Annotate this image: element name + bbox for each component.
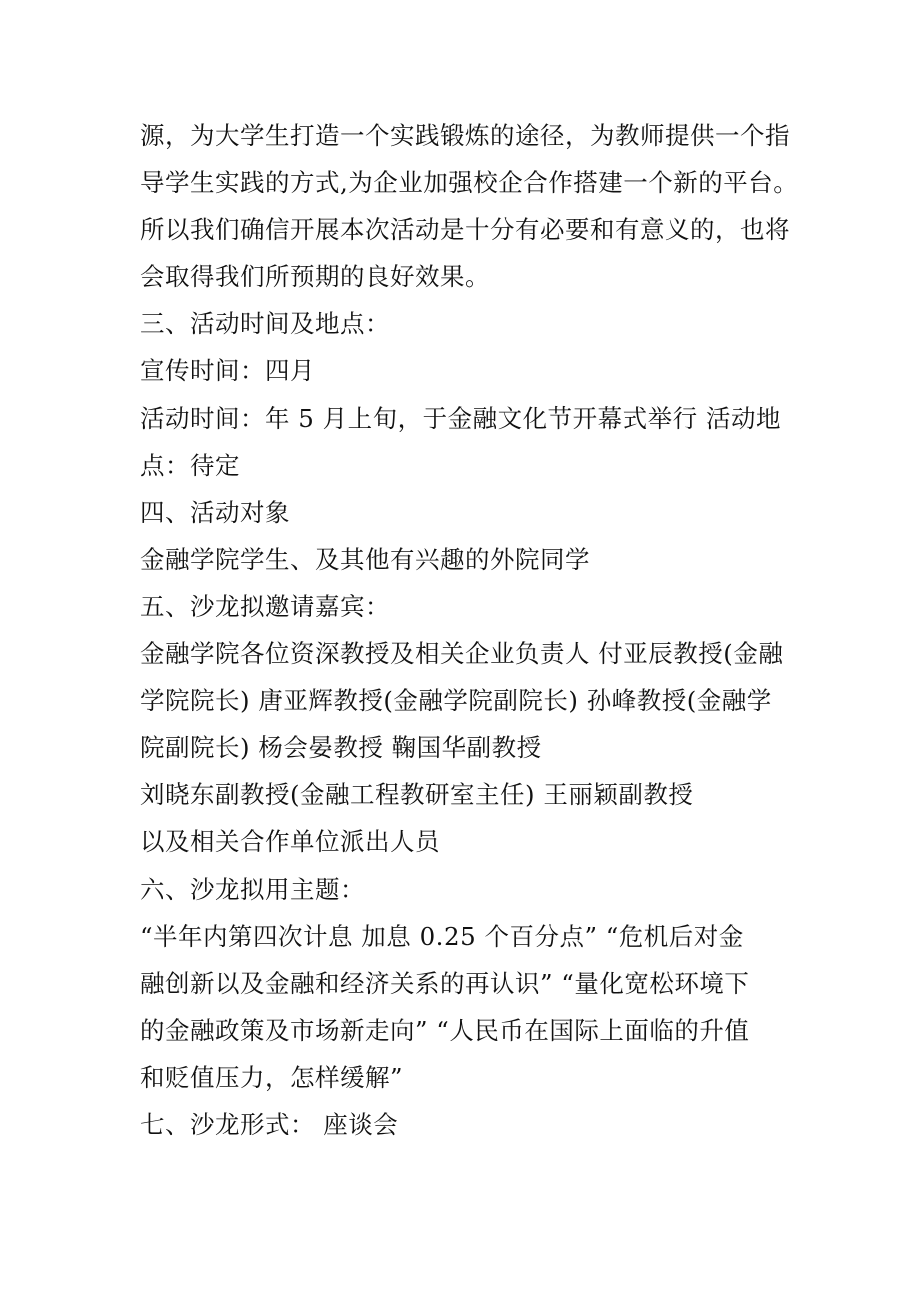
- paragraph-line: 院副院长) 杨会晏教授 鞠国华副教授: [140, 733, 542, 763]
- paragraph-line: 刘晓东副教授(金融工程教研室主任) 王丽颖副教授: [140, 780, 694, 810]
- paragraph-line: 和贬值压力，怎样缓解”: [140, 1062, 404, 1092]
- paragraph-line: 学院院长) 唐亚辉教授(金融学院副院长) 孙峰教授(金融学: [140, 686, 772, 716]
- paragraph-line: 会取得我们所预期的良好效果。: [140, 262, 490, 292]
- paragraph-line: 源，为大学生打造一个实践锻炼的途径，为教师提供一个指: [140, 121, 790, 150]
- paragraph-line: “半年内第四次计息 加息 0.25 个百分点” “危机后对金: [140, 921, 744, 951]
- section-heading-topics: 六、沙龙拟用主题：: [140, 874, 365, 904]
- paragraph-line: 宣传时间：四月: [140, 356, 315, 386]
- section-heading-guests: 五、沙龙拟邀请嘉宾：: [140, 591, 390, 621]
- paragraph-line: 所以我们确信开展本次活动是十分有必要和有意义的，也将: [140, 215, 790, 245]
- paragraph-line: 活动时间：年 5 月上旬，于金融文化节开幕式举行 活动地: [140, 403, 781, 433]
- section-heading-audience: 四、活动对象: [140, 497, 290, 527]
- paragraph-line: 融创新以及金融和经济关系的再认识” “量化宽松环境下: [140, 968, 750, 998]
- section-heading-time-location: 三、活动时间及地点：: [140, 309, 390, 339]
- paragraph-line: 金融学院学生、及其他有兴趣的外院同学: [140, 544, 590, 574]
- paragraph-line: 金融学院各位资深教授及相关企业负责人 付亚辰教授(金融: [140, 639, 784, 669]
- section-heading-format: 七、沙龙形式： 座谈会: [140, 1109, 399, 1139]
- paragraph-line: 的金融政策及市场新走向” “人民币在国际上面临的升值: [140, 1015, 750, 1045]
- paragraph-line: 点：待定: [140, 450, 240, 480]
- paragraph-line: 以及相关合作单位派出人员: [140, 827, 440, 857]
- document-body: [140, 112, 820, 1148]
- paragraph-line: 导学生实践的方式,为企业加强校企合作搭建一个新的平台。: [140, 168, 799, 198]
